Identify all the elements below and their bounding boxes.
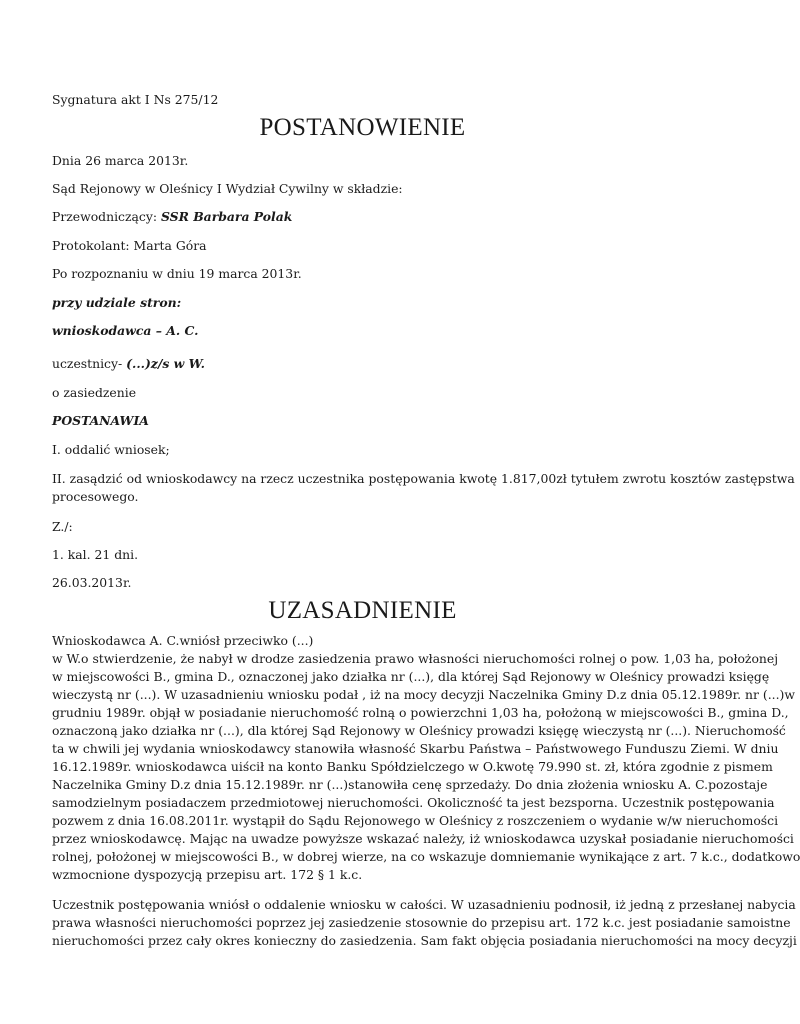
document-title: POSTANOWIENIE	[259, 114, 466, 141]
paragraph-line: Uczestnik postępowania wniósł o oddalenie wniosku w całości. W uzasadnieniu podnosił, iż jedną z przesłanej nabycia	[52, 897, 796, 912]
decision-item-2-line-1: II. zasądzić od wnioskodawcy na rzecz uczestnika postępowania kwotę 1.817,00zł tytułem zwrotu kosztów zastępstwa	[52, 471, 795, 486]
zarzadzenie-line: Z./:	[52, 519, 73, 534]
calendar-line: 1. kal. 21 dni.	[52, 547, 139, 562]
paragraph-line: wieczystą nr (...). W uzasadnieniu wniosku podał , iż na mocy decyzji Naczelnika Gminy D.z dnia 05.12.1989r. nr (...)w	[52, 687, 795, 702]
paragraph-line: samodzielnym posiadaczem przedmiotowej nieruchomości. Okoliczność ta jest bezsporna. Uczestnik postępowania	[52, 795, 775, 810]
chair-line	[52, 208, 292, 226]
footer-date: 26.03.2013r.	[52, 575, 132, 590]
decision-item-2-line-2: procesowego.	[52, 489, 139, 504]
paragraph-line: pozwem z dnia 16.08.2011r. wystąpił do Sądu Rejonowego w Oleśnicy z roszczeniem o wydanie w/w nieruchomości	[52, 813, 779, 828]
decision-heading: POSTANAWIA	[52, 413, 149, 428]
participants-value: (...)z/s w W.	[126, 356, 205, 371]
paragraph-line: oznaczoną jako działka nr (...), dla której Sąd Rejonowy w Oleśnicy prowadzi księgę wieczystą nr (...). Nieruchomość	[52, 723, 786, 738]
case-signature: Sygnatura akt I Ns 275/12	[52, 92, 219, 107]
chair-label: Przewodniczący:	[52, 209, 161, 224]
participants-line	[52, 355, 205, 373]
parties-heading: przy udziale stron:	[52, 295, 182, 310]
paragraph-line: w miejscowości B., gmina D., oznaczonej jako działka nr (...), dla której Sąd Rejonowy w Oleśnicy prowadzi księgę	[52, 669, 770, 684]
paragraph-line: Naczelnika Gminy D.z dnia 15.12.1989r. nr (...)stanowiła cenę sprzedaży. Do dnia złożenia wniosku A. C.pozostaje	[52, 777, 768, 792]
clerk-line: Protokolant: Marta Góra	[52, 238, 207, 253]
paragraph-line: przez wnioskodawcę. Mając na uwadze powyższe wskazać należy, iż wnioskodawca uzyskał posiadanie nieruchomości	[52, 831, 794, 846]
applicant-line: wnioskodawca – A. C.	[52, 323, 199, 338]
justification-intro: Wnioskodawca A. C.wniósł przeciwko (...)	[52, 633, 314, 648]
paragraph-line: 16.12.1989r. wnioskodawca uiścił na konto Banku Spółdzielczego w O.kwotę 79.990 st. zł, która zgodnie z pismem	[52, 759, 773, 774]
paragraph-line: prawa własności nieruchomości poprzez jej zasiedzenie stosownie do przepisu art. 172 k.c. jest posiadanie samoistne	[52, 915, 791, 930]
paragraph-line: wzmocnione dyspozycją przepisu art. 172 § 1 k.c.	[52, 867, 363, 882]
paragraph-line: nieruchomości przez cały okres konieczny do zasiedzenia. Sam fakt objęcia posiadania nieruchomości na mocy decyzji	[52, 933, 797, 948]
paragraph-line: w W.o stwierdzenie, że nabył w drodze zasiedzenia prawo własności nieruchomości rolnej o pow. 1,03 ha, położonej	[52, 651, 779, 666]
paragraph-line: ta w chwili jej wydania wnioskodawcy stanowiła własność Skarbu Państwa – Państwowego Funduszu Ziemi. W dniu	[52, 741, 779, 756]
participants-label: uczestnicy-	[52, 356, 127, 371]
justification-title: UZASADNIENIE	[268, 597, 457, 624]
court-line: Sąd Rejonowy w Oleśnicy I Wydział Cywilny w składzie:	[52, 181, 403, 196]
decision-item-1: I. oddalić wniosek;	[52, 442, 170, 457]
chair-name: SSR Barbara Polak	[160, 209, 293, 224]
paragraph-line: grudniu 1989r. objął w posiadanie nieruchomość rolną o powierzchni 1,03 ha, położoną w miejscowości B., gmina D.,	[52, 705, 789, 720]
date-line: Dnia 26 marca 2013r.	[52, 153, 189, 168]
paragraph-line: rolnej, położonej w miejscowości B., w dobrej wierze, na co wskazuje domniemanie wynikające z art. 7 k.c., dodatkowo	[52, 849, 800, 864]
hearing-line: Po rozpoznaniu w dniu 19 marca 2013r.	[52, 266, 302, 281]
subject-line: o zasiedzenie	[52, 385, 137, 400]
